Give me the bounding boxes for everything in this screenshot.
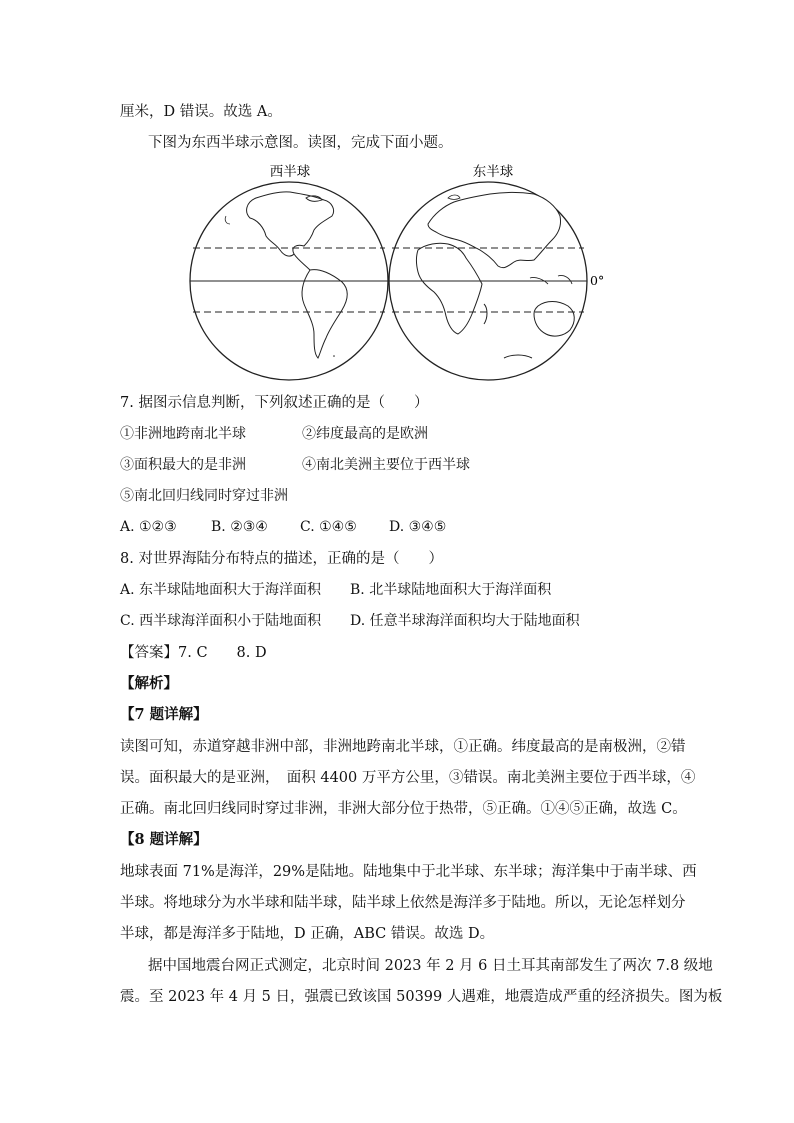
q7-detail-heading: 【7 题详解】 [120,706,208,723]
quake-text-line-2: 震。至 2023 年 4 月 5 日，强震已致该国 50399 人遇难，地震造成严重的经济损失。图为板 [120,989,723,1005]
q7-statement-1: ①非洲地跨南北半球 [120,426,246,442]
west-hemisphere [190,182,388,380]
hemispheres-map [186,158,616,390]
q7-statement-4: ④南北美洲主要位于西半球 [302,457,470,473]
q8-option-d: D. 任意半球海洋面积均大于陆地面积 [350,613,580,629]
q8-option-c: C. 西半球海洋面积小于陆地面积 [120,613,322,629]
intro-tail-text: 厘米，D 错误。故选 A。 [120,104,282,120]
q7-option-d: D. ③④⑤ [389,519,447,535]
q8-detail-line-3: 半球，都是海洋多于陆地，D 正确，ABC 错误。故选 D。 [120,926,495,942]
west-hemisphere-label: 西半球 [269,164,311,180]
q8-option-a: A. 东半球陆地面积大于海洋面积 [120,582,322,598]
q7-option-b: B. ②③④ [211,519,268,535]
q7-stem: 7. 据图示信息判断，下列叙述正确的是（ ） [120,395,429,411]
q8-detail-heading: 【8 题详解】 [120,831,208,848]
q7-statement-2: ②纬度最高的是欧洲 [302,426,428,442]
q8-detail-line-1: 地球表面 71%是海洋，29%是陆地。陆地集中于北半球、东半球；海洋集中于南半球、西 [120,864,697,880]
q7-detail-line-1: 读图可知，赤道穿越非洲中部，非洲地跨南北半球，①正确。纬度最高的是南极洲，②错 [120,739,686,755]
east-hemisphere [389,182,587,380]
q7-detail-line-3: 正确。南北回归线同时穿过非洲，非洲大部分位于热带，⑤正确。①④⑤正确，故选 C。 [120,801,687,817]
q7-option-a: A. ①②③ [120,519,177,535]
quake-text-line-1: 据中国地震台网正式测定，北京时间 2023 年 2 月 6 日土耳其南部发生了两次 7.8 级地 [148,958,713,974]
q7-statement-3: ③面积最大的是非洲 [120,457,246,473]
equator-label: 0° [590,273,605,288]
analysis-heading: 【解析】 [120,675,178,692]
map-intro-text: 下图为东西半球示意图。读图，完成下面小题。 [148,135,453,151]
q8-option-b: B. 北半球陆地面积大于海洋面积 [350,582,552,598]
q7-detail-line-2: 误。面积最大的是亚洲， 面积 4400 万平方公里，③错误。南北美洲主要位于西半球，④ [120,770,696,786]
q8-detail-line-2: 半球。将地球分为水半球和陆半球，陆半球上依然是海洋多于陆地。所以，无论怎样划分 [120,895,686,911]
east-hemisphere-label: 东半球 [472,164,514,180]
q8-stem: 8. 对世界海陆分布特点的描述，正确的是（ ） [120,551,443,567]
answer-line: 【答案】7. C 8. D [120,645,267,661]
q7-option-c: C. ①④⑤ [300,519,357,535]
q7-statement-5: ⑤南北回归线同时穿过非洲 [120,488,288,504]
